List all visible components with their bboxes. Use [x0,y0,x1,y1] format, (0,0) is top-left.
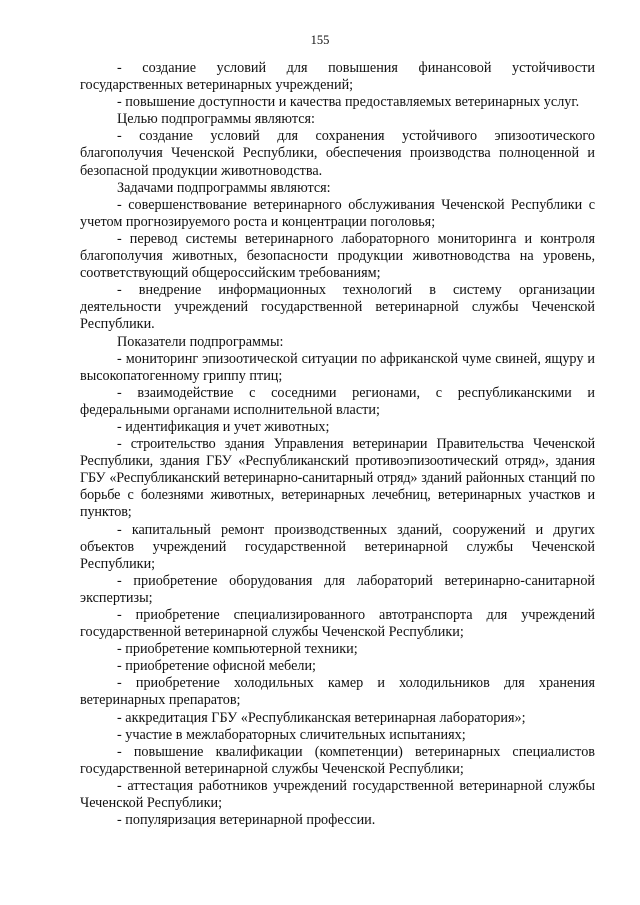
paragraph: - строительство здания Управления ветеринарии Правительства Чеченской Республики, здания ГБУ «Республиканский противоэпизоотический отряд», здания ГБУ «Республиканский ветеринарно-санитарный отряд» зданий районных станций по борьбе с болезнями животных, ветеринарных лечебниц, ветеринарных участков и пунктов; [80,436,595,521]
paragraph: - повышение доступности и качества предоставляемых ветеринарных услуг. [117,94,580,111]
paragraph: - аккредитация ГБУ «Республиканская ветеринарная лаборатория»; [117,709,526,726]
paragraph: - капитальный ремонт производственных зданий, сооружений и других объектов учреждений государственной ветеринарной службы Чеченской Республики; [80,521,595,572]
paragraph: Целью подпрограммы являются: [117,111,315,128]
paragraph: Показатели подпрограммы: [117,333,284,350]
paragraph: - приобретение офисной мебели; [117,658,316,675]
page-number: 155 [310,33,330,47]
paragraph: - взаимодействие с соседними регионами, с республиканскими и федеральными органами исполнительной власти; [80,384,595,418]
paragraph: - повышение квалификации (компетенции) ветеринарных специалистов государственной ветеринарной службы Чеченской Республики; [80,743,595,777]
paragraph: - приобретение специализированного автотранспорта для учреждений государственной ветеринарной службы Чеченской Республики; [80,607,595,641]
paragraph: - приобретение оборудования для лабораторий ветеринарно-санитарной экспертизы; [80,572,595,606]
paragraph: - приобретение компьютерной техники; [117,641,358,658]
paragraph: - создание условий для повышения финансовой устойчивости государственных ветеринарных учреждений; [80,60,595,94]
paragraph: - приобретение холодильных камер и холодильников для хранения ветеринарных препаратов; [80,675,595,709]
body-text [80,60,595,829]
paragraph: - мониторинг эпизоотической ситуации по африканской чуме свиней, ящуру и высокопатогенному гриппу птиц; [80,350,595,384]
paragraph: - перевод системы ветеринарного лабораторного мониторинга и контроля благополучия животных, безопасности продукции животноводства на уровень, соответствующий общероссийским требованиям; [80,230,595,282]
paragraph: - создание условий для сохранения устойчивого эпизоотического благополучия Чеченской Республики, обеспечения производства полноценной и безопасной продукции животноводства. [80,128,595,179]
paragraph: - идентификация и учет животных; [117,418,330,435]
paragraph: - популяризация ветеринарной профессии. [117,812,376,829]
paragraph: - участие в межлабораторных сличительных испытаниях; [117,726,466,743]
paragraph: - аттестация работников учреждений государственной ветеринарной службы Чеченской Республики; [80,777,595,812]
paragraph: - совершенствование ветеринарного обслуживания Чеченской Республики с учетом прогнозируемого роста и концентрации поголовья; [80,196,595,230]
paragraph: Задачами подпрограммы являются: [117,179,331,196]
paragraph: - внедрение информационных технологий в систему организации деятельности учреждений государственной ветеринарной службы Чеченской Республики. [80,282,595,333]
